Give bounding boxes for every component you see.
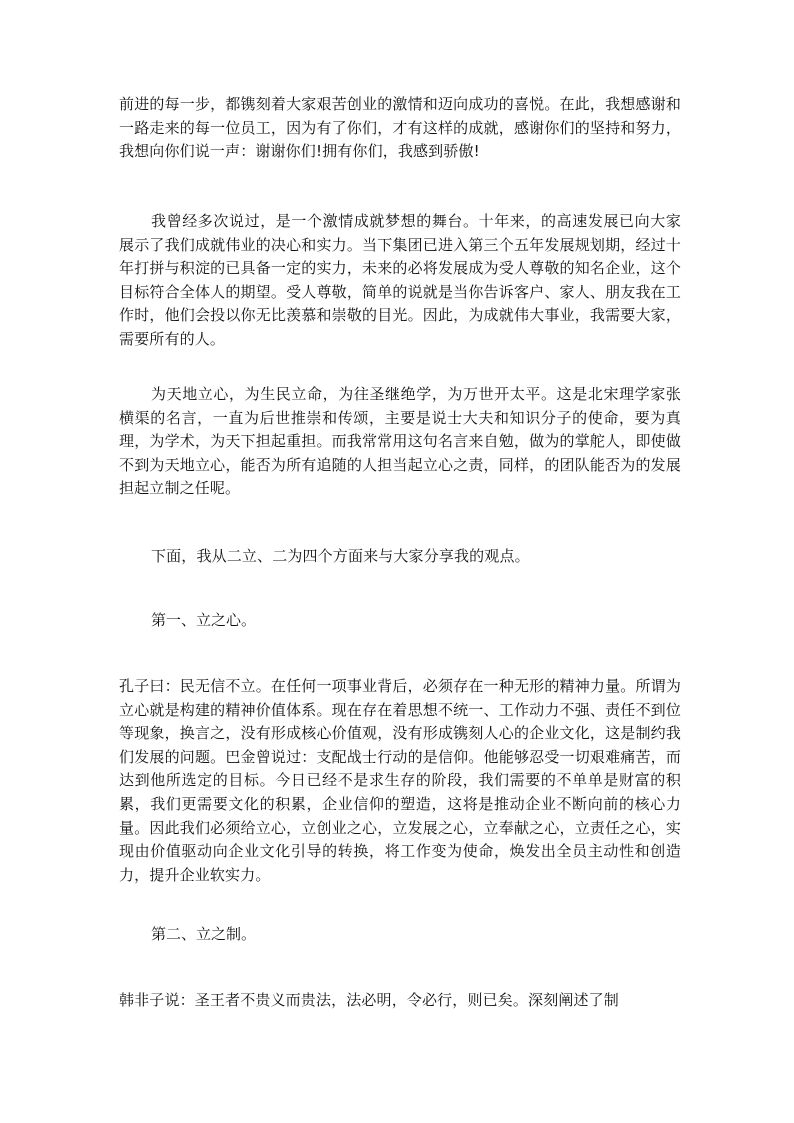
paragraph-four-aspects: 下面，我从二立、二为四个方面来与大家分享我的观点。 [151,547,530,565]
paragraph-stage-of-passion: 我曾经多次说过，是一个激情成就梦想的舞台。十年来，的高速发展已向大家展示了我们成就伟业的决心和实力。当下集团已进入第三个五年发展规划期，经过十年打拼与积淀的已具备一定的实力，未来的必将发展成为受人尊敬的知名企业，这个目标符合全体人的期望。受人尊敬，简单的说就是当你告诉客户、家人、朋友我在工作时，他们会投以你无比羡慕和崇敬的目光。因此，为成就伟大事业，我需要大家，需要所有的人。 [119,212,681,348]
paragraph-hanfeizi-quote: 韩非子说：圣王者不贵义而贵法，法必明，令必行，则已矣。深刻阐述了制 [119,991,619,1009]
section-heading-first: 第一、立之心。 [151,611,257,629]
paragraph-zhang-hengqu-quote: 为天地立心，为生民立命，为往圣继绝学，为万世开太平。这是北宋理学家张横渠的名言，一直为后世推崇和传颂，主要是说士大夫和知识分子的使命，要为真理，为学术，为天下担起重担。而我常常用这句名言来自勉，做为的掌舵人，即使做不到为天地立心，能否为所有追随的人担当起立心之责，同样，的团队能否为的发展担起立制之任呢。 [119,385,681,498]
paragraph-establish-heart: 孔子曰：民无信不立。在任何一项事业背后，必须存在一种无形的精神力量。所谓为立心就是构建的精神价值体系。现在存在着思想不统一、工作动力不强、责任不到位等现象，换言之，没有形成核心价值观，没有形成镌刻人心的企业文化，这是制约我们发展的问题。巴金曾说过：支配战士行动的是信仰。他能够忍受一切艰难痛苦，而达到他所选定的目标。今日已经不是求生存的阶段，我们需要的不单单是财富的积累，我们更需要文化的积累，企业信仰的塑造，这将是推动企业不断向前的核心力量。因此我们必须给立心，立创业之心，立发展之心，立奉献之心，立责任之心，实现由价值驱动向企业文化引导的转换，将工作变为使命，焕发出全员主动性和创造力，提升企业软实力。 [119,677,681,884]
paragraph-intro-closing: 前进的每一步，都镌刻着大家艰苦创业的激情和迈向成功的喜悦。在此，我想感谢和一路走来的每一位员工，因为有了你们，才有这样的成就，感谢你们的坚持和努力，我想向你们说一声：谢谢你们!拥有你们，我感到骄傲! [119,95,681,161]
section-heading-second: 第二、立之制。 [151,925,257,943]
